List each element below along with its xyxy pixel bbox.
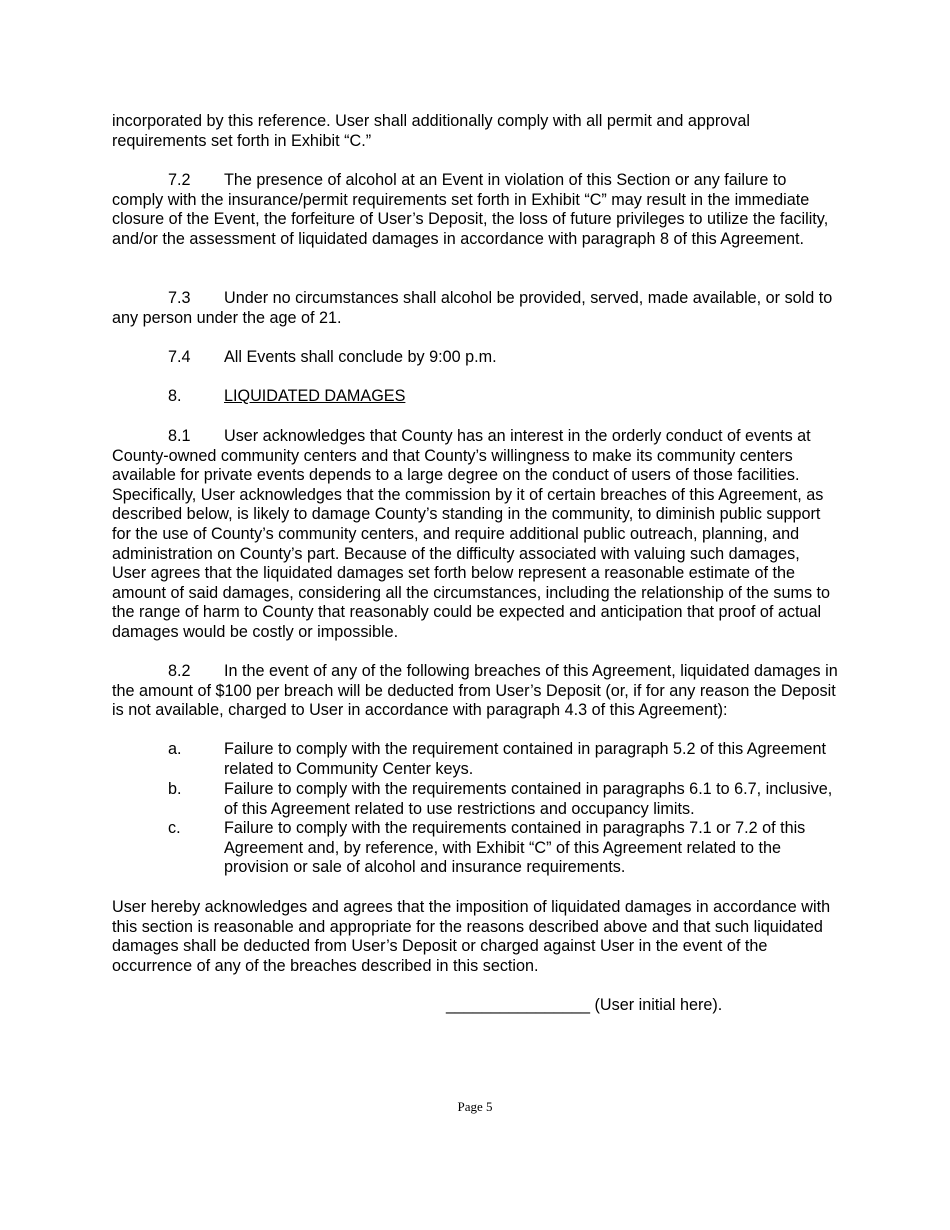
- paragraph-number: 8.2: [168, 662, 191, 680]
- paragraph-number: 7.4: [168, 348, 191, 366]
- list-item-text: Failure to comply with the requirement contained in paragraph 5.2 of this Agreement related to Community Center keys.: [224, 740, 826, 778]
- section-heading: [168, 387, 405, 407]
- list-marker: a.: [168, 740, 182, 758]
- paragraph-number: 7.3: [168, 289, 191, 307]
- list-marker: c.: [168, 819, 181, 837]
- list-item-text: Failure to comply with the requirements contained in paragraphs 6.1 to 6.7, inclusive, of this Agreement related to use restrictions and occupancy limits.: [224, 780, 833, 818]
- paragraph-text: All Events shall conclude by 9:00 p.m.: [224, 348, 497, 366]
- paragraph-text: User acknowledges that County has an interest in the orderly conduct of events at County-owned community centers and that County’s willingness to make its community centers available for private events depends to a large degree on the conduct of users of those facilities. Specifically, User acknowledges that the commission by it of certain breaches of this Agreement, as described below, is likely to damage County’s standing in the community, to diminish public support for the use of County’s community centers, and require additional public outreach, planning, and administration on County’s part. Because of the difficulty associated with valuing such damages, User agrees that the liquidated damages set forth below represent a reasonable estimate of the amount of said damages, considering all the circumstances, including the relationship of the sums to the range of harm to County that reasonably could be expected and anticipation that proof of actual damages would be costly or impossible.: [112, 427, 831, 641]
- paragraph-7-4: [112, 348, 838, 368]
- intro-paragraph: incorporated by this reference. User shall additionally comply with all permit and approval requirements set forth in Exhibit “C.”: [112, 112, 750, 150]
- section-title: LIQUIDATED DAMAGES: [224, 387, 406, 405]
- list-item-text: Failure to comply with the requirements contained in paragraphs 7.1 or 7.2 of this Agreement and, by reference, with Exhibit “C” of this Agreement related to the provision or sale of alcohol and insurance requirements.: [224, 819, 806, 877]
- paragraph-7-3: [112, 289, 838, 328]
- paragraph-number: 7.2: [168, 171, 191, 189]
- paragraph-text: In the event of any of the following breaches of this Agreement, liquidated damages in the amount of $100 per breach will be deducted from User’s Deposit (or, if for any reason the Deposit is not available, charged to User in accordance with paragraph 4.3 of this Agreement):: [112, 662, 838, 720]
- closing-paragraph: User hereby acknowledges and agrees that the imposition of liquidated damages in accordance with this section is reasonable and appropriate for the reasons described above and that such liquidated damages shall be deducted from User’s Deposit or charged against User in the event of the occurrence of any of the breaches described in this section.: [112, 898, 831, 975]
- page-number: Page 5: [457, 1099, 493, 1114]
- paragraph-text: Under no circumstances shall alcohol be provided, served, made available, or sold to any person under the age of 21.: [112, 289, 833, 327]
- user-initial-line: ________________ (User initial here).: [446, 996, 723, 1014]
- list-marker: b.: [168, 780, 182, 798]
- paragraph-7-2: [112, 171, 838, 249]
- paragraph-number: 8.1: [168, 427, 191, 445]
- section-number: 8.: [168, 387, 182, 405]
- paragraph-text: The presence of alcohol at an Event in violation of this Section or any failure to comply with the insurance/permit requirements set forth in Exhibit “C” may result in the immediate closure of the Event, the forfeiture of User’s Deposit, the loss of future privileges to utilize the facility, and/or the assessment of liquidated damages in accordance with paragraph 8 of this Agreement.: [112, 171, 829, 248]
- paragraph-8-2: [112, 662, 838, 721]
- paragraph-8-1: [112, 427, 838, 643]
